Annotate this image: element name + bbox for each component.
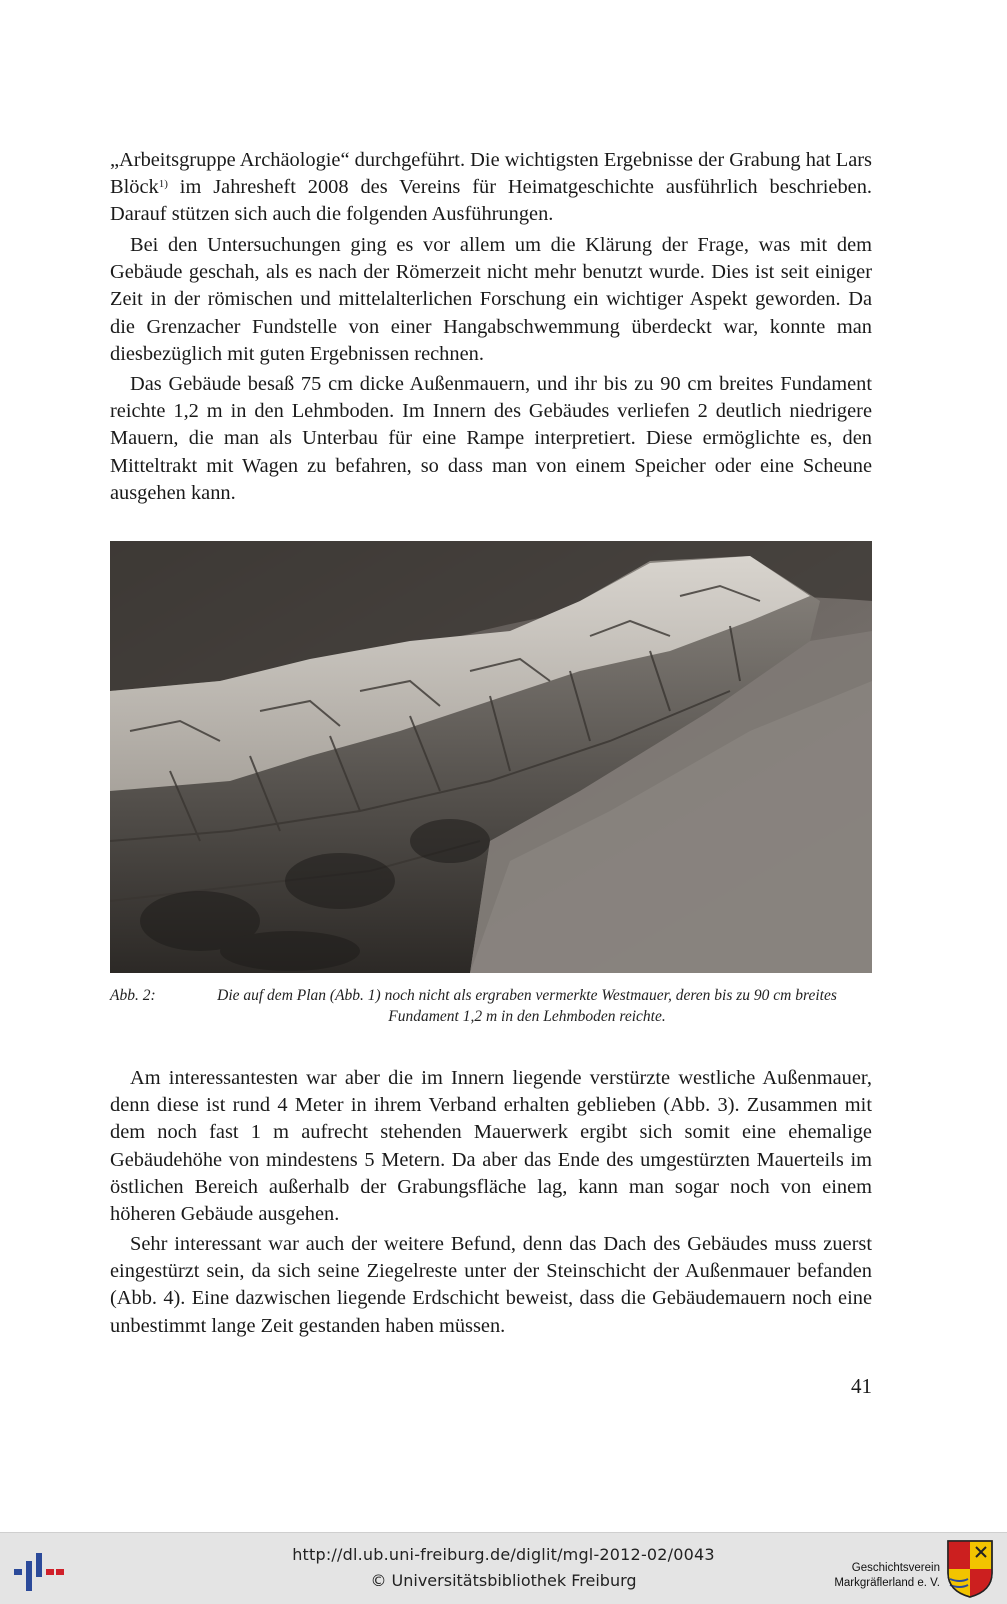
- figure-caption: [110, 985, 872, 1027]
- author-name: Lars Blöck: [110, 149, 872, 199]
- footer-copyright: © Universitätsbibliothek Freiburg: [370, 1571, 637, 1590]
- society-line-2: Markgräflerland e. V.: [834, 1577, 940, 1589]
- paragraph-2: Bei den Untersuchungen ging es vor allem um die Klärung der Frage, was mit dem Gebäude geschah, als es nach der Römerzeit nicht mehr benutzt wurde. Dies ist seit einiger Zeit in der römischen und mittelalterlichen Forschung ein wichtiger Aspekt geworden. Da die Grenzacher Fundstelle von einer Hangabschwemmung überdeckt war, konnte man diesbezüglich mit guten Ergebnissen rechnen.: [110, 234, 872, 365]
- paragraph-4: Am interessantesten war aber die im Innern liegende verstürzte westliche Außenmauer, denn diese ist rund 4 Meter in ihrem Verband erhalten geblieben (Abb. 3). Zusammen mit dem noch fast 1 m aufrecht stehenden Mauerwerk ergibt sich somit eine ehemalige Gebäudehöhe von mindestens 5 Metern. Da aber das Ende des umgestürzten Mauerteils im östlichen Bereich außerhalb der Grabungsfläche lag, kann man sogar noch von einem höheren Gebäude ausgehen.: [110, 1067, 872, 1226]
- page-number: 41: [851, 1374, 872, 1398]
- footnote-marker: 1): [158, 178, 168, 191]
- society-crest-icon[interactable]: [946, 1539, 994, 1599]
- paragraph-1-end: im Jahresheft 2008 des Vereins für Heimatgeschichte ausführlich beschrieben. Darauf stützen sich auch die folgenden Ausführungen.: [110, 176, 872, 226]
- excavation-photo: [110, 541, 872, 973]
- caption-text: Die auf dem Plan (Abb. 1) noch nicht als ergraben vermerkte Westmauer, deren bis zu 90 cm breites Fundament 1,2 m in den Lehmboden reichte.: [217, 987, 837, 1025]
- footer-bar: [0, 1532, 1007, 1604]
- footer-url-link[interactable]: http://dl.ub.uni-freiburg.de/diglit/mgl-2012-02/0043: [292, 1545, 715, 1564]
- paragraph-5: Sehr interessant war auch der weitere Befund, denn das Dach des Gebäudes muss zuerst eingestürzt sein, da sich seine Ziegelreste unter der Steinschicht der Außenmauer befanden (Abb. 4). Eine dazwischen liegende Erdschicht beweist, dass die Gebäudemauern noch eine unbestimmt lange Zeit gestanden haben müssen.: [110, 1233, 872, 1337]
- paragraph-3: Das Gebäude besaß 75 cm dicke Außenmauern, und ihr bis zu 90 cm breites Fundament reichte 1,2 m in den Lehmboden. Im Innern des Gebäudes verliefen 2 deutlich niedrigere Mauern, die man als Unterbau für eine Rampe interpretiert. Diese ermöglichte es, den Mitteltrakt mit Wagen zu befahren, so dass man von einem Speicher oder eine Scheune ausgehen kann.: [110, 373, 872, 504]
- paragraph-1: [110, 147, 872, 229]
- caption-label: Abb. 2:: [110, 987, 156, 1004]
- society-line-1: Geschichtsverein: [851, 1562, 940, 1574]
- paragraph-1-start: „Arbeitsgruppe Archäologie“ durchgeführt. Die wichtigsten Ergebnisse der Grabung hat: [110, 149, 836, 171]
- society-name[interactable]: [812, 1561, 940, 1591]
